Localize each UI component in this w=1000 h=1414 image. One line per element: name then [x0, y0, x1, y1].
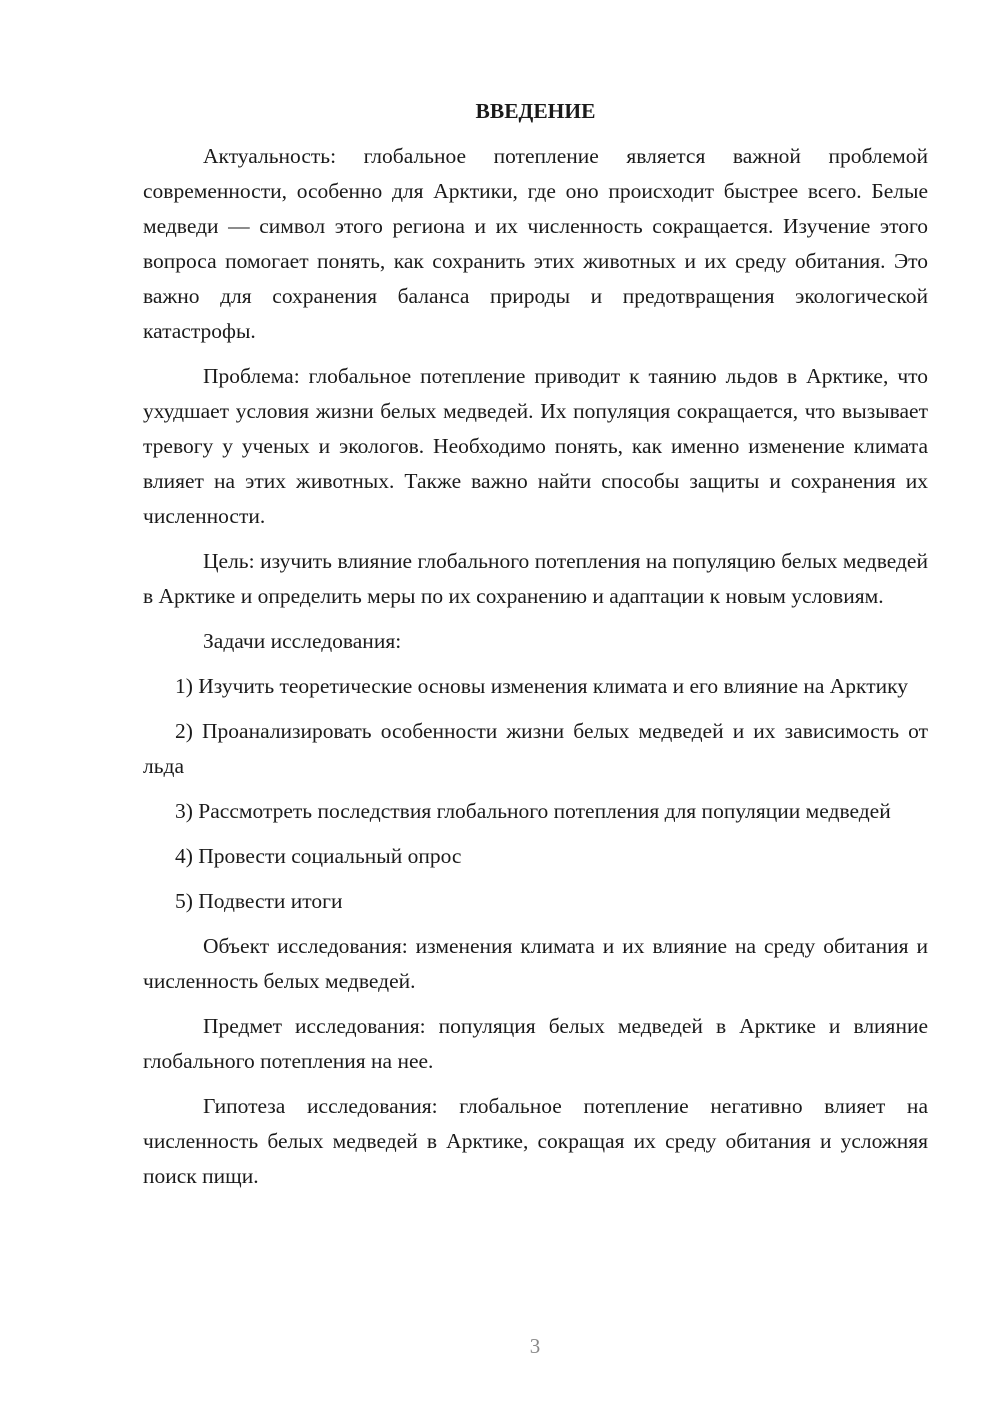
- relevance-paragraph: Актуальность: глобальное потепление является важной проблемой современности, особенно для Арктики, где оно происходит быстрее всего. Белые медведи — символ этого региона и их численность сокращается. Изучение этого вопроса помогает понять, как сохранить этих животных и их среду обитания. Это важно для сохранения баланса природы и предотвращения экологической катастрофы.: [143, 144, 928, 343]
- task-item-2: 2) Проанализировать особенности жизни белых медведей и их зависимость от льда: [143, 719, 928, 778]
- page-title: ВВЕДЕНИЕ: [475, 99, 596, 123]
- task-item-1: 1) Изучить теоретические основы изменения климата и его влияние на Арктику: [175, 674, 909, 698]
- subject-paragraph: Предмет исследования: популяция белых медведей в Арктике и влияние глобального потепления на нее.: [143, 1014, 928, 1073]
- task-item-5: 5) Подвести итоги: [175, 889, 343, 913]
- hypothesis-paragraph: Гипотеза исследования: глобальное потепление негативно влияет на численность белых медведей в Арктике, сокращая их среду обитания и усложняя поиск пищи.: [143, 1094, 928, 1188]
- page-number: 3: [529, 1334, 541, 1358]
- object-paragraph: Объект исследования: изменения климата и их влияние на среду обитания и численность белых медведей.: [143, 934, 928, 993]
- task-item-3: 3) Рассмотреть последствия глобального потепления для популяции медведей: [175, 799, 891, 823]
- task-item-4: 4) Провести социальный опрос: [175, 844, 462, 868]
- goal-paragraph: Цель: изучить влияние глобального потепления на популяцию белых медведей в Арктике и определить меры по их сохранению и адаптации к новым условиям.: [143, 549, 928, 608]
- page-content: [143, 94, 928, 1204]
- tasks-heading: Задачи исследования:: [203, 629, 402, 653]
- problem-paragraph: Проблема: глобальное потепление приводит к таянию льдов в Арктике, что ухудшает условия жизни белых медведей. Их популяция сокращается, что вызывает тревогу у ученых и экологов. Необходимо понять, как именно изменение климата влияет на этих животных. Также важно найти способы защиты и сохранения их численности.: [143, 364, 928, 528]
